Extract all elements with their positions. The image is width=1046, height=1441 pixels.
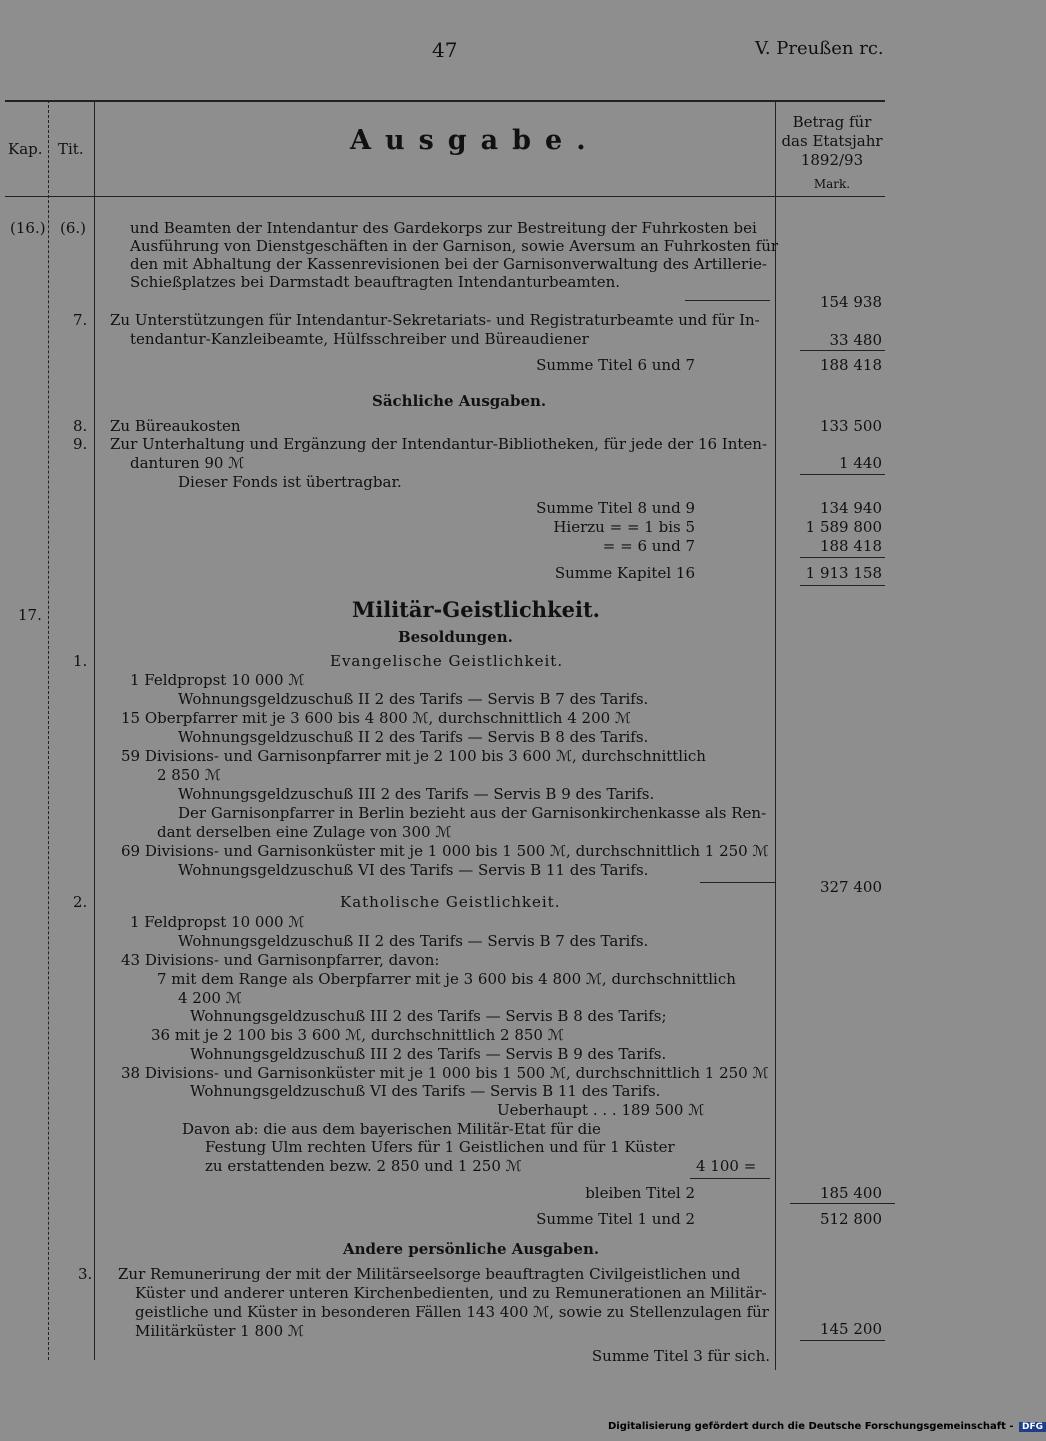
text-line: zu erstattenden bezw. 2 850 und 1 250 ℳ: [205, 1157, 522, 1175]
text-line: 4 100 =: [696, 1157, 757, 1175]
page-number: 47: [432, 38, 458, 62]
subsection-heading: Evangelische Geistlichkeit.: [330, 652, 564, 670]
amount: 133 500: [819, 417, 882, 435]
kap-column-rule: [48, 100, 49, 1360]
sum-label: Summe Kapitel 16: [554, 564, 695, 582]
text-line: Wohnungsgeldzuschuß VI des Tarifs — Servis B 11 des Tarifs.: [190, 1082, 661, 1100]
subtotal-rule: [690, 1178, 770, 1179]
text-line: und Beamten der Intendantur des Gardekorps zur Bestreitung der Fuhrkosten bei: [130, 219, 757, 237]
text-line: Ausführung von Dienstgeschäften in der Garnison, sowie Aversum an Fuhrkosten für: [130, 237, 779, 255]
credit-text: Digitalisierung gefördert durch die Deutsche Forschungsgemeinschaft -: [608, 1421, 1014, 1432]
text-line: danturen 90 ℳ: [130, 454, 245, 472]
text-line: den mit Abhaltung der Kassenrevisionen bei der Garnisonverwaltung des Artillerie-: [130, 255, 767, 273]
row-tit: 9.: [73, 435, 88, 453]
sum-label: bleiben Titel 2: [585, 1184, 695, 1202]
amount: 188 418: [819, 356, 882, 374]
amount: 1 913 158: [805, 564, 882, 582]
amount: 1 440: [839, 454, 882, 472]
text-line: Küster und anderer unteren Kirchenbedienten, und zu Remunerationen an Militär-: [135, 1284, 767, 1302]
text-line: 2 850 ℳ: [157, 766, 221, 784]
chapter-title: Militär-Geistlichkeit.: [352, 597, 600, 622]
text-line: Zur Remunerirung der mit der Militärseelsorge beauftragten Civilgeistlichen und: [118, 1265, 741, 1283]
text-line: dant derselben eine Zulage von 300 ℳ: [157, 823, 452, 841]
text-line: 7 mit dem Range als Oberpfarrer mit je 3 600 bis 4 800 ℳ, durchschnittlich: [157, 970, 736, 988]
text-line: 43 Divisions- und Garnisonpfarrer, davon:: [121, 951, 440, 969]
sum-rule: [800, 557, 885, 558]
sum-rule: [800, 350, 885, 351]
header-kap: Kap.: [8, 140, 43, 158]
text-line: tendantur-Kanzleibeamte, Hülfsschreiber und Büreaudiener: [130, 330, 589, 348]
row-tit: (6.): [60, 219, 87, 237]
text-line: Schießplatzes bei Darmstadt beauftragten Intendanturbeamten.: [130, 273, 621, 291]
tit-column-rule: [94, 100, 95, 1360]
text-line: Wohnungsgeldzuschuß II 2 des Tarifs — Servis B 7 des Tarifs.: [178, 932, 649, 950]
subtotal-rule: [685, 300, 770, 301]
sum-rule: [800, 1340, 885, 1341]
sum-label: Summe Titel 1 und 2: [536, 1210, 695, 1228]
amount: 512 800: [819, 1210, 882, 1228]
amount: 188 418: [819, 537, 882, 555]
text-line: Ueberhaupt . . . 189 500 ℳ: [497, 1101, 705, 1119]
header-title: Ausgabe.: [350, 125, 600, 156]
subtotal-rule: [700, 882, 775, 883]
text-line: 15 Oberpfarrer mit je 3 600 bis 4 800 ℳ, durchschnittlich 4 200 ℳ: [121, 709, 631, 727]
section-heading: Andere persönliche Ausgaben.: [343, 1240, 600, 1258]
sum-rule: [790, 1203, 895, 1204]
header-tit: Tit.: [58, 140, 84, 158]
amount: 33 480: [829, 331, 882, 349]
table-top-rule: [5, 100, 885, 102]
text-line: Wohnungsgeldzuschuß III 2 des Tarifs — Servis B 9 des Tarifs.: [178, 785, 655, 803]
text-line: Militärküster 1 800 ℳ: [135, 1322, 304, 1340]
text-line: 38 Divisions- und Garnisonküster mit je 1 000 bis 1 500 ℳ, durchschnittlich 1 250 ℳ: [121, 1064, 769, 1082]
text-line: Wohnungsgeldzuschuß II 2 des Tarifs — Servis B 8 des Tarifs.: [178, 728, 649, 746]
sum-label: Hierzu = = 1 bis 5: [553, 518, 695, 536]
row-tit: 3.: [78, 1265, 93, 1283]
header-bottom-rule: [5, 196, 885, 197]
sum-label: = = 6 und 7: [602, 537, 695, 555]
text-line: Davon ab: die aus dem bayerischen Militär-Etat für die: [182, 1120, 601, 1138]
text-line: 69 Divisions- und Garnisonküster mit je 1 000 bis 1 500 ℳ, durchschnittlich 1 250 ℳ: [121, 842, 769, 860]
subsection-heading: Katholische Geistlichkeit.: [340, 893, 561, 911]
text-line: 4 200 ℳ: [178, 989, 242, 1007]
text-line: Zur Unterhaltung und Ergänzung der Intendantur-Bibliotheken, für jede der 16 Inten-: [110, 435, 768, 453]
sum-label: Summe Titel 6 und 7: [536, 356, 695, 374]
header-betrag-1: Betrag für: [792, 113, 872, 131]
text-line: Der Garnisonpfarrer in Berlin bezieht aus der Garnisonkirchenkasse als Ren-: [178, 804, 767, 822]
text-line: Zu Büreaukosten: [110, 417, 241, 435]
amount: 134 940: [819, 499, 882, 517]
text-line: Wohnungsgeldzuschuß III 2 des Tarifs — Servis B 8 des Tarifs;: [190, 1007, 667, 1025]
text-line: 1 Feldpropst 10 000 ℳ: [130, 671, 305, 689]
amount: 185 400: [819, 1184, 882, 1202]
row-tit: 8.: [73, 417, 88, 435]
sum-rule: [800, 474, 885, 475]
header-betrag-3: 1892/93: [800, 151, 864, 169]
text-line: 36 mit je 2 100 bis 3 600 ℳ, durchschnittlich 2 850 ℳ: [151, 1026, 564, 1044]
row-tit: 1.: [73, 652, 88, 670]
kap-number: 17.: [18, 606, 42, 624]
amount: 154 938: [819, 293, 882, 311]
row-kap: (16.): [10, 219, 46, 237]
text-line: Festung Ulm rechten Ufers für 1 Geistlichen und für 1 Küster: [205, 1138, 675, 1156]
text-line: 59 Divisions- und Garnisonpfarrer mit je 2 100 bis 3 600 ℳ, durchschnittlich: [121, 747, 706, 765]
row-tit: 2.: [73, 893, 88, 911]
sum-rule: [800, 585, 885, 586]
section-heading: Besoldungen.: [398, 628, 513, 646]
sum-label: Summe Titel 3 für sich.: [591, 1347, 770, 1365]
text-line: Wohnungsgeldzuschuß III 2 des Tarifs — Servis B 9 des Tarifs.: [190, 1045, 667, 1063]
sum-label: Summe Titel 8 und 9: [536, 499, 695, 517]
amount-column-rule: [775, 100, 776, 1370]
text-line: Dieser Fonds ist übertragbar.: [178, 473, 402, 491]
amount: 327 400: [819, 878, 882, 896]
amount: 145 200: [819, 1320, 882, 1338]
text-line: Zu Unterstützungen für Intendantur-Sekretariats- und Registraturbeamte und für In-: [110, 311, 760, 329]
text-line: 1 Feldpropst 10 000 ℳ: [130, 913, 305, 931]
dfg-logo: DFG: [1019, 1422, 1046, 1432]
text-line: Wohnungsgeldzuschuß II 2 des Tarifs — Servis B 7 des Tarifs.: [178, 690, 649, 708]
running-header: V. Preußen rc.: [755, 38, 884, 59]
text-line: Wohnungsgeldzuschuß VI des Tarifs — Servis B 11 des Tarifs.: [178, 861, 649, 879]
row-tit: 7.: [73, 311, 88, 329]
digitization-credit: [608, 1421, 1046, 1432]
text-line: geistliche und Küster in besonderen Fällen 143 400 ℳ, sowie zu Stellenzulagen für: [135, 1303, 769, 1321]
header-unit: Mark.: [813, 177, 851, 191]
section-heading: Sächliche Ausgaben.: [372, 392, 547, 410]
amount: 1 589 800: [805, 518, 882, 536]
header-betrag-2: das Etatsjahr: [781, 132, 883, 150]
